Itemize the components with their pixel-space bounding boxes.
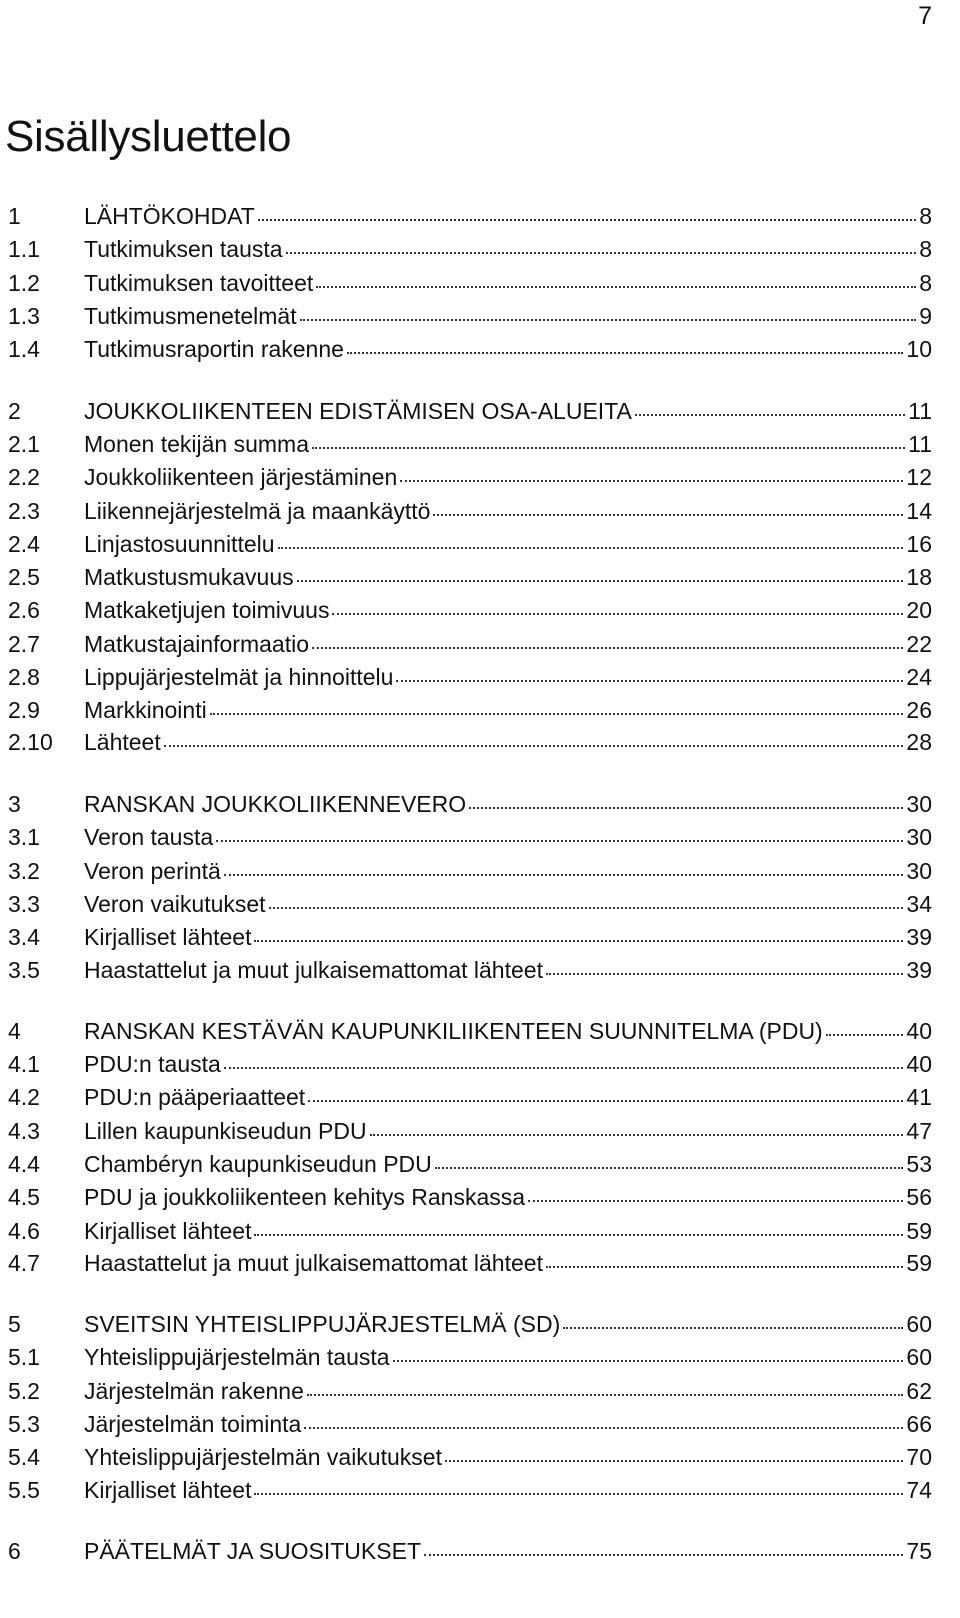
toc-entry-page: 60: [906, 1311, 932, 1337]
toc-entry-label: Veron vaikutukset: [84, 891, 266, 917]
toc-entry-label: Markkinointi: [84, 697, 207, 723]
toc-dot-leader: [563, 1325, 903, 1329]
toc-entry-page: 40: [906, 1051, 932, 1077]
toc-entry-page: 26: [906, 697, 932, 723]
toc-entry-label: Yhteislippujärjestelmän vaikutukset: [84, 1444, 442, 1470]
toc-entry[interactable]: [8, 396, 932, 426]
toc-entry-label: Tutkimusmenetelmät: [84, 303, 297, 329]
toc-entry-number: 5.2: [8, 1378, 40, 1404]
toc-dot-leader: [469, 805, 903, 809]
toc-entry[interactable]: [8, 496, 932, 526]
toc-entry[interactable]: [8, 1248, 932, 1278]
toc-entry-page: 12: [906, 464, 932, 490]
toc-entry-page: 59: [906, 1218, 932, 1244]
toc-entry-number: 4.3: [8, 1118, 40, 1144]
toc-entry-page: 62: [906, 1378, 932, 1404]
toc-entry-page: 14: [906, 498, 932, 524]
toc-dot-leader: [316, 284, 916, 288]
toc-entry-label: PDU ja joukkoliikenteen kehitys Ranskassa: [84, 1184, 526, 1210]
toc-entry-label: PDU:n tausta: [84, 1051, 221, 1077]
toc-entry[interactable]: [8, 429, 932, 459]
toc-entry-number: 4.7: [8, 1250, 40, 1276]
toc-entry-page: 8: [919, 236, 932, 262]
toc-entry-label: Lippujärjestelmät ja hinnoittelu: [84, 664, 394, 690]
toc-entry-label: Lähteet: [84, 729, 161, 755]
toc-entry[interactable]: [8, 789, 932, 819]
toc-entry-label: Tutkimuksen tavoitteet: [84, 270, 314, 296]
toc-entry-number: 2: [8, 398, 21, 424]
toc-entry[interactable]: [8, 301, 932, 331]
toc-entry-label: Haastattelut ja muut julkaisemattomat lähteet: [84, 957, 543, 983]
toc-entry[interactable]: [8, 529, 932, 559]
toc-entry[interactable]: [8, 1016, 932, 1046]
toc-entry[interactable]: [8, 562, 932, 592]
toc-entry-label: Monen tekijän summa: [84, 431, 309, 457]
toc-entry-number: 3.3: [8, 891, 40, 917]
toc-entry-number: 2.2: [8, 464, 40, 490]
toc-entry[interactable]: [8, 1149, 932, 1179]
page-number: 7: [918, 2, 932, 30]
toc-entry-label: Liikennejärjestelmä ja maankäyttö: [84, 498, 431, 524]
toc-entry-label: Chambéryn kaupunkiseudun PDU: [84, 1151, 432, 1177]
toc-entry-page: 53: [906, 1151, 932, 1177]
toc-dot-leader: [312, 645, 903, 649]
toc-entry-label: PÄÄTELMÄT JA SUOSITUKSET: [84, 1538, 421, 1564]
toc-dot-leader: [312, 445, 905, 449]
toc-entry-page: 20: [906, 597, 932, 623]
toc-dot-leader: [546, 1264, 903, 1268]
toc-entry-number: 2.1: [8, 431, 40, 457]
toc-entry[interactable]: [8, 662, 932, 692]
toc-entry[interactable]: [8, 1116, 932, 1146]
toc-entry[interactable]: [8, 922, 932, 952]
toc-dot-leader: [546, 971, 903, 975]
toc-entry[interactable]: [8, 1082, 932, 1112]
toc-entry[interactable]: [8, 268, 932, 298]
toc-dot-leader: [224, 872, 904, 876]
toc-entry-page: 66: [906, 1411, 932, 1437]
toc-entry[interactable]: [8, 1475, 932, 1505]
toc-dot-leader: [347, 350, 903, 354]
toc-dot-leader: [224, 1065, 904, 1069]
toc-entry-page: 47: [906, 1118, 932, 1144]
toc-entry-label: Lillen kaupunkiseudun PDU: [84, 1118, 367, 1144]
toc-entry-number: 2.9: [8, 697, 40, 723]
toc-entry-page: 60: [906, 1344, 932, 1370]
toc-entry-number: 1.2: [8, 270, 40, 296]
toc-entry-label: Veron perintä: [84, 858, 221, 884]
toc-entry[interactable]: [8, 955, 932, 985]
toc-entry-label: Tutkimuksen tausta: [84, 236, 283, 262]
toc-entry[interactable]: [8, 1536, 932, 1566]
toc-dot-leader: [528, 1198, 903, 1202]
toc-entry[interactable]: [8, 822, 932, 852]
toc-entry-page: 39: [906, 957, 932, 983]
toc-entry-page: 11: [908, 398, 932, 424]
toc-entry[interactable]: [8, 201, 932, 231]
toc-entry-number: 1.3: [8, 303, 40, 329]
toc-entry-page: 30: [906, 824, 932, 850]
toc-entry[interactable]: [8, 234, 932, 264]
toc-entry-number: 2.3: [8, 498, 40, 524]
toc-entry-label: Kirjalliset lähteet: [84, 1477, 252, 1503]
toc-entry-number: 3.5: [8, 957, 40, 983]
toc-entry-page: 34: [906, 891, 932, 917]
toc-dot-leader: [278, 545, 904, 549]
toc-entry-number: 2.10: [8, 729, 53, 755]
toc-entry-page: 9: [919, 303, 932, 329]
toc-dot-leader: [400, 478, 903, 482]
toc-entry[interactable]: [8, 462, 932, 492]
toc-dot-leader: [254, 1232, 903, 1236]
toc-entry-label: JOUKKOLIIKENTEEN EDISTÄMISEN OSA-ALUEITA: [84, 398, 632, 424]
toc-entry-page: 8: [919, 270, 932, 296]
toc-dot-leader: [393, 1358, 904, 1362]
toc-entry-number: 4.6: [8, 1218, 40, 1244]
toc-entry-label: PDU:n pääperiaatteet: [84, 1084, 306, 1110]
toc-dot-leader: [254, 1491, 903, 1495]
toc-entry-number: 2.4: [8, 531, 40, 557]
toc-entry-page: 8: [919, 203, 932, 229]
toc-dot-leader: [297, 578, 904, 582]
toc-entry-number: 1.1: [8, 236, 40, 262]
toc-entry-number: 1: [8, 203, 21, 229]
toc-dot-leader: [433, 512, 903, 516]
toc-entry-number: 5.3: [8, 1411, 40, 1437]
toc-entry-label: Linjastosuunnittelu: [84, 531, 275, 557]
toc-entry-page: 22: [906, 631, 932, 657]
toc-entry-page: 28: [906, 729, 932, 755]
toc-entry-page: 70: [906, 1444, 932, 1470]
toc-entry-label: RANSKAN KESTÄVÄN KAUPUNKILIIKENTEEN SUUNNITELMA (PDU): [84, 1018, 823, 1044]
toc-entry-number: 2.8: [8, 664, 40, 690]
toc-entry-label: RANSKAN JOUKKOLIIKENNEVERO: [84, 791, 467, 817]
toc-entry-number: 4.4: [8, 1151, 40, 1177]
toc-entry-number: 5: [8, 1311, 21, 1337]
toc-entry[interactable]: [8, 1182, 932, 1212]
toc-entry[interactable]: [8, 1409, 932, 1439]
toc-entry-page: 74: [906, 1477, 932, 1503]
toc-entry-number: 4: [8, 1018, 21, 1044]
toc-entry[interactable]: [8, 1049, 932, 1079]
toc-entry-page: 56: [906, 1184, 932, 1210]
toc-entry[interactable]: [8, 1309, 932, 1339]
toc-entry-number: 5.1: [8, 1344, 40, 1370]
toc-dot-leader: [300, 317, 917, 321]
toc-entry-page: 18: [906, 564, 932, 590]
toc-entry-number: 2.7: [8, 631, 40, 657]
toc-entry-page: 59: [906, 1250, 932, 1276]
toc-entry[interactable]: [8, 334, 932, 364]
toc-entry-label: Matkustusmukavuus: [84, 564, 294, 590]
toc-entry-label: LÄHTÖKOHDAT: [84, 203, 255, 229]
toc-entry-label: Yhteislippujärjestelmän tausta: [84, 1344, 390, 1370]
toc-entry-number: 4.2: [8, 1084, 40, 1110]
toc-entry-number: 3.1: [8, 824, 40, 850]
toc-dot-leader: [304, 1425, 903, 1429]
toc-entry-label: Tutkimusraportin rakenne: [84, 336, 344, 362]
toc-entry-label: Kirjalliset lähteet: [84, 924, 252, 950]
toc-entry-page: 24: [906, 664, 932, 690]
toc-entry-number: 5.4: [8, 1444, 40, 1470]
toc-entry-page: 40: [906, 1018, 932, 1044]
toc-entry-label: Matkustajainformaatio: [84, 631, 309, 657]
toc-dot-leader: [826, 1032, 904, 1036]
toc-entry[interactable]: [8, 1376, 932, 1406]
toc-entry-page: 30: [906, 791, 932, 817]
toc-entry[interactable]: [8, 629, 932, 659]
toc-dot-leader: [308, 1098, 903, 1102]
toc-entry[interactable]: [8, 695, 932, 725]
toc-entry-label: SVEITSIN YHTEISLIPPUJÄRJESTELMÄ (SD): [84, 1311, 561, 1337]
toc-entry-number: 3.4: [8, 924, 40, 950]
toc-entry-number: 3.2: [8, 858, 40, 884]
toc-entry-label: Järjestelmän toiminta: [84, 1411, 302, 1437]
toc-entry-number: 5.5: [8, 1477, 40, 1503]
toc-entry[interactable]: [8, 595, 932, 625]
toc-dot-leader: [258, 217, 916, 221]
toc-entry-page: 11: [908, 431, 932, 457]
toc-dot-leader: [210, 711, 904, 715]
toc-dot-leader: [164, 743, 904, 747]
toc-dot-leader: [332, 611, 903, 615]
toc-dot-leader: [370, 1132, 904, 1136]
toc-dot-leader: [254, 938, 903, 942]
toc-entry-number: 2.6: [8, 597, 40, 623]
toc-entry-page: 75: [906, 1538, 932, 1564]
toc-dot-leader: [635, 412, 905, 416]
toc-title: Sisällysluettelo: [5, 112, 292, 161]
toc-dot-leader: [286, 250, 917, 254]
toc-entry-label: Järjestelmän rakenne: [84, 1378, 304, 1404]
toc-dot-leader: [307, 1392, 904, 1396]
toc-dot-leader: [396, 678, 903, 682]
toc-entry-label: Matkaketjujen toimivuus: [84, 597, 330, 623]
toc-dot-leader: [424, 1552, 903, 1556]
toc-entry-page: 41: [906, 1084, 932, 1110]
toc-entry-number: 1.4: [8, 336, 40, 362]
toc-entry[interactable]: [8, 1342, 932, 1372]
toc-entry-number: 3: [8, 791, 21, 817]
toc-entry-page: 16: [906, 531, 932, 557]
toc-entry-page: 39: [906, 924, 932, 950]
toc-dot-leader: [216, 838, 903, 842]
toc-entry-label: Veron tausta: [84, 824, 214, 850]
toc-entry[interactable]: [8, 727, 932, 757]
toc-entry-page: 10: [906, 336, 932, 362]
toc-dot-leader: [445, 1458, 903, 1462]
toc-entry-number: 4.5: [8, 1184, 40, 1210]
toc-entry-number: 6: [8, 1538, 21, 1564]
toc-entry-page: 30: [906, 858, 932, 884]
toc-dot-leader: [435, 1165, 904, 1169]
toc-entry[interactable]: [8, 889, 932, 919]
toc-entry-label: Kirjalliset lähteet: [84, 1218, 252, 1244]
toc-entry-number: 4.1: [8, 1051, 40, 1077]
toc-entry-number: 2.5: [8, 564, 40, 590]
toc-entry[interactable]: [8, 1442, 932, 1472]
toc-dot-leader: [269, 905, 904, 909]
toc-entry-label: Joukkoliikenteen järjestäminen: [84, 464, 398, 490]
toc-entry[interactable]: [8, 856, 932, 886]
toc-entry[interactable]: [8, 1216, 932, 1246]
toc-entry-label: Haastattelut ja muut julkaisemattomat lähteet: [84, 1250, 543, 1276]
